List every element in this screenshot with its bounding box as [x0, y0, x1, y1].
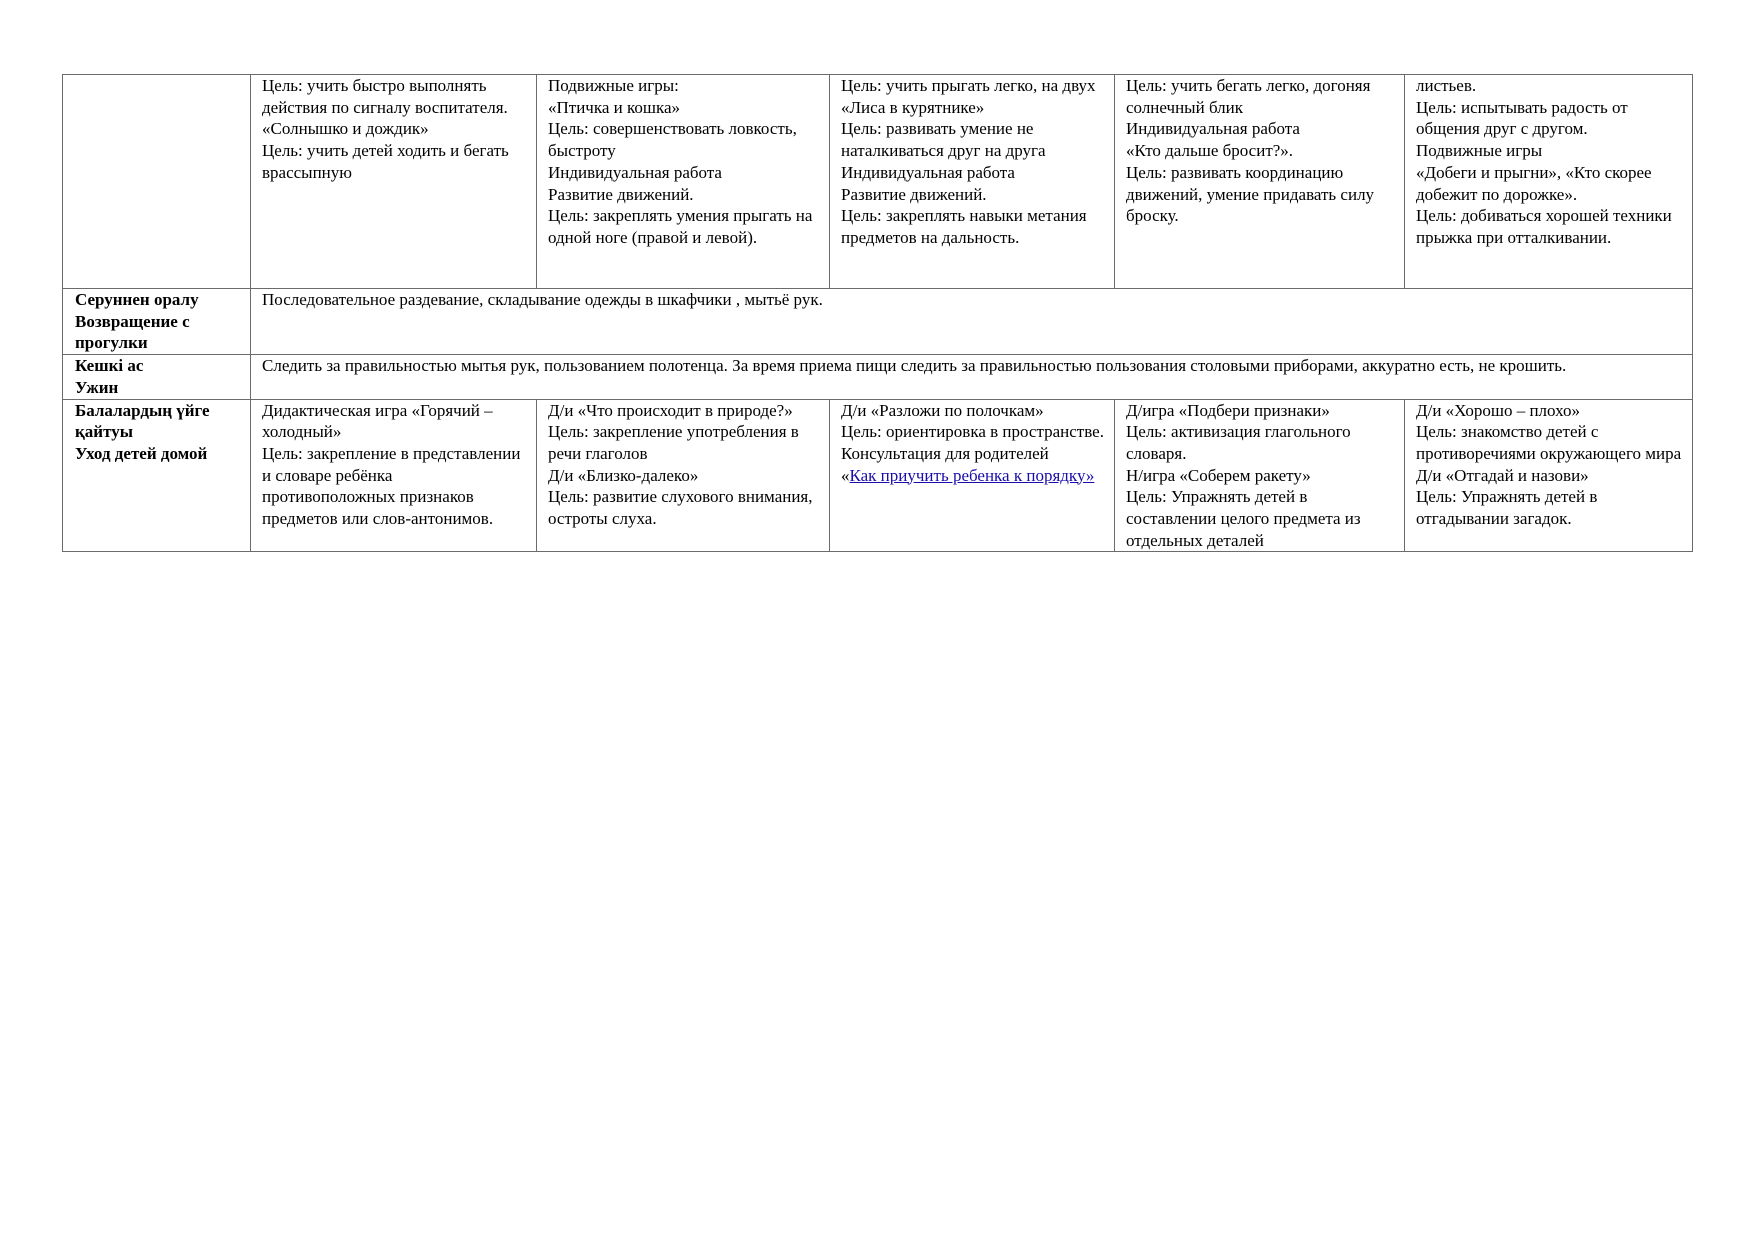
parent-consultation-line: «Как приучить ребенка к порядку»: [841, 465, 1095, 485]
cell-thursday: Цель: учить бегать легко, догоняя солнечный блик Индивидуальная работа «Кто дальше бросит?». Цель: развивать координацию движений, умение придавать силу броску.: [1115, 75, 1405, 289]
cell-home-tuesday: Д/и «Что происходит в природе?» Цель: закрепление употребления в речи глаголов Д/и «Близко-далеко» Цель: развитие слухового внимания, остроты слуха.: [537, 399, 830, 552]
cell-home-wednesday: Д/и «Разложи по полочкам» Цель: ориентировка в пространстве. Консультация для родителей «Как приучить ребенка к порядку»: [830, 399, 1115, 552]
table-row-walk-games: [63, 75, 1693, 289]
row-label-home: Балалардың үйге қайтуы Уход детей домой: [63, 399, 251, 552]
document-page: [62, 74, 1692, 552]
row-label-dinner: Кешкі ас Ужин: [63, 355, 251, 399]
cell-monday: Цель: учить быстро выполнять действия по сигналу воспитателя. «Солнышко и дождик» Цель: учить детей ходить и бегать врассыпную: [251, 75, 537, 289]
cell-home-friday: Д/и «Хорошо – плохо» Цель: знакомство детей с противоречиями окружающего мира Д/и «Отгадай и назови» Цель: Упражнять детей в отгадывании загадок.: [1405, 399, 1693, 552]
row-label-empty: [63, 75, 251, 289]
cell-return-text: Последовательное раздевание, складывание одежды в шкафчики , мытьё рук.: [251, 289, 1693, 355]
cell-dinner-text: Следить за правильностью мытья рук, пользованием полотенца. За время приема пищи следить за правильностью пользования столовыми приборами, аккуратно есть, не крошить.: [251, 355, 1693, 399]
parent-consultation-link[interactable]: Как приучить ребенка к порядку»: [849, 465, 1095, 485]
cell-friday: листьев. Цель: испытывать радость от общения друг с другом. Подвижные игры «Добеги и прыгни», «Кто скорее добежит по дорожке». Цель: добиваться хорошей техники прыжка при отталкивании.: [1405, 75, 1693, 289]
cell-wednesday: Цель: учить прыгать легко, на двух «Лиса в курятнике» Цель: развивать умение не наталкиваться друг на друга Индивидуальная работа Развитие движений. Цель: закреплять навыки метания предметов на дальность.: [830, 75, 1115, 289]
table-row-dinner: [63, 355, 1693, 399]
table-row-going-home: [63, 399, 1693, 552]
cell-home-monday: Дидактическая игра «Горячий – холодный» Цель: закрепление в представлении и словаре ребёнка противоположных признаков предметов или слов-антонимов.: [251, 399, 537, 552]
row-label-return: Серуннен оралу Возвращение с прогулки: [63, 289, 251, 355]
cell-tuesday: Подвижные игры: «Птичка и кошка» Цель: совершенствовать ловкость, быстроту Индивидуальная работа Развитие движений. Цель: закреплять умения прыгать на одной ноге (правой и левой).: [537, 75, 830, 289]
daily-plan-table: [62, 74, 1693, 552]
table-row-return-from-walk: [63, 289, 1693, 355]
cell-home-thursday: Д/игра «Подбери признаки» Цель: активизация глагольного словаря. Н/игра «Соберем ракету» Цель: Упражнять детей в составлении целого предмета из отдельных деталей: [1115, 399, 1405, 552]
